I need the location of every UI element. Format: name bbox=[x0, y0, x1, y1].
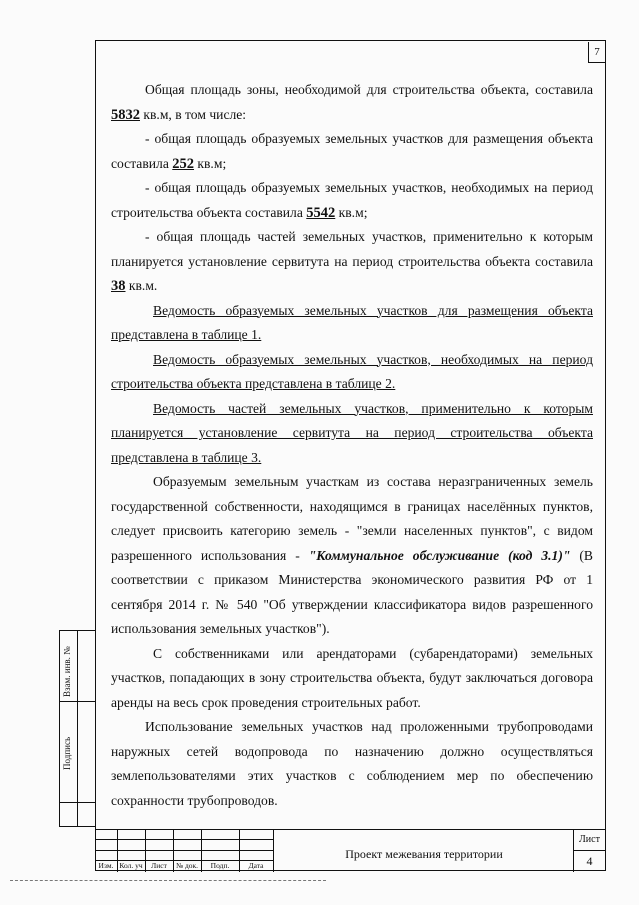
side-stamp-row-line bbox=[60, 802, 96, 803]
side-stamp-row-line bbox=[60, 701, 96, 702]
sheet-label: Лист bbox=[579, 834, 600, 845]
paragraph-placement-area: - общая площадь образуемых земельных участков для размещения объекта составила 252 кв.м; bbox=[111, 131, 593, 172]
paragraph-construction-area: - общая площадь образуемых земельных участков, необходимых на период строительства объекта составила 5542 кв.м; bbox=[111, 180, 593, 221]
permitted-use: "Коммунальное обслуживание (код 3.1)" bbox=[308, 547, 571, 563]
col-date: Дата bbox=[248, 861, 264, 870]
col-list: Лист bbox=[151, 861, 167, 870]
document-body bbox=[111, 78, 593, 813]
easement-area-value: 38 bbox=[111, 278, 126, 294]
side-label-replacement-inv: Взам. инв. № bbox=[62, 646, 72, 697]
paragraph-lease: С собственниками или арендаторами (субарендаторами) земельных участков, попадающих в зону строительства объекта, будут заключаться договора аренды на весь срок проведения строительных работ. bbox=[111, 645, 593, 710]
scan-edge-line bbox=[10, 880, 326, 881]
construction-area-value: 5542 bbox=[306, 204, 336, 221]
col-kol-uch: Кол. уч bbox=[119, 861, 143, 870]
total-area-value: 5832 bbox=[111, 106, 140, 123]
col-signature: Подп. bbox=[210, 861, 230, 870]
paragraph-table1-ref: Ведомость образуемых земельных участков для размещения объекта представлена в таблице 1. bbox=[111, 302, 593, 342]
title-block-row-line bbox=[95, 839, 273, 840]
title-block bbox=[95, 829, 606, 871]
paragraph-land-category: Образуемым земельным участкам из состава неразграниченных земель государственной собственности, находящимся в границах населённых пунктов, следует присвоить категорию земель - "земли населенных пунктов", с видом разрешенного использования - "Коммунальное обслуживание (код 3.1)" (В соответствии с приказом Министерства экономического развития РФ от 1 сентября 2014 г. № 540 "Об утверждении классификатора видов разрешенного использования земельных участков"). bbox=[111, 474, 593, 636]
col-doc-no: № док. bbox=[175, 861, 199, 870]
placement-area-value: 252 bbox=[172, 155, 195, 172]
side-label-signature: Подпись bbox=[62, 736, 72, 770]
sheet-number: 4 bbox=[586, 854, 593, 868]
title-block-row-line bbox=[95, 850, 273, 851]
paragraph-table2-ref: Ведомость образуемых земельных участков, необходимых на период строительства объекта представлена в таблице 2. bbox=[111, 351, 593, 391]
paragraph-table3-ref: Ведомость частей земельных участков, применительно к которым планируется установление сервитута на период строительства объекта представлена в таблице 3. bbox=[111, 400, 593, 465]
side-stamp bbox=[59, 630, 95, 827]
document-title: Проект межевания территории bbox=[345, 847, 503, 861]
title-block-col-line bbox=[273, 830, 274, 872]
paragraph-easement-area: - общая площадь частей земельных участков, применительно к которым планируется установление сервитута на период строительства объекта составила 38 кв.м. bbox=[111, 229, 593, 294]
paragraph-pipelines: Использование земельных участков над проложенными трубопроводами наружных сетей водопровода по назначению должно осуществляться землепользователями этих участков с соблюдением мер по обеспечению сохранности трубопроводов. bbox=[111, 719, 593, 808]
paragraph-total-area: Общая площадь зоны, необходимой для строительства объекта, составила 5832 кв.м, в том числе: bbox=[111, 82, 593, 123]
sheet-divider bbox=[573, 850, 606, 851]
col-izm: Изм. bbox=[98, 861, 114, 870]
page-number: 7 bbox=[588, 42, 605, 63]
